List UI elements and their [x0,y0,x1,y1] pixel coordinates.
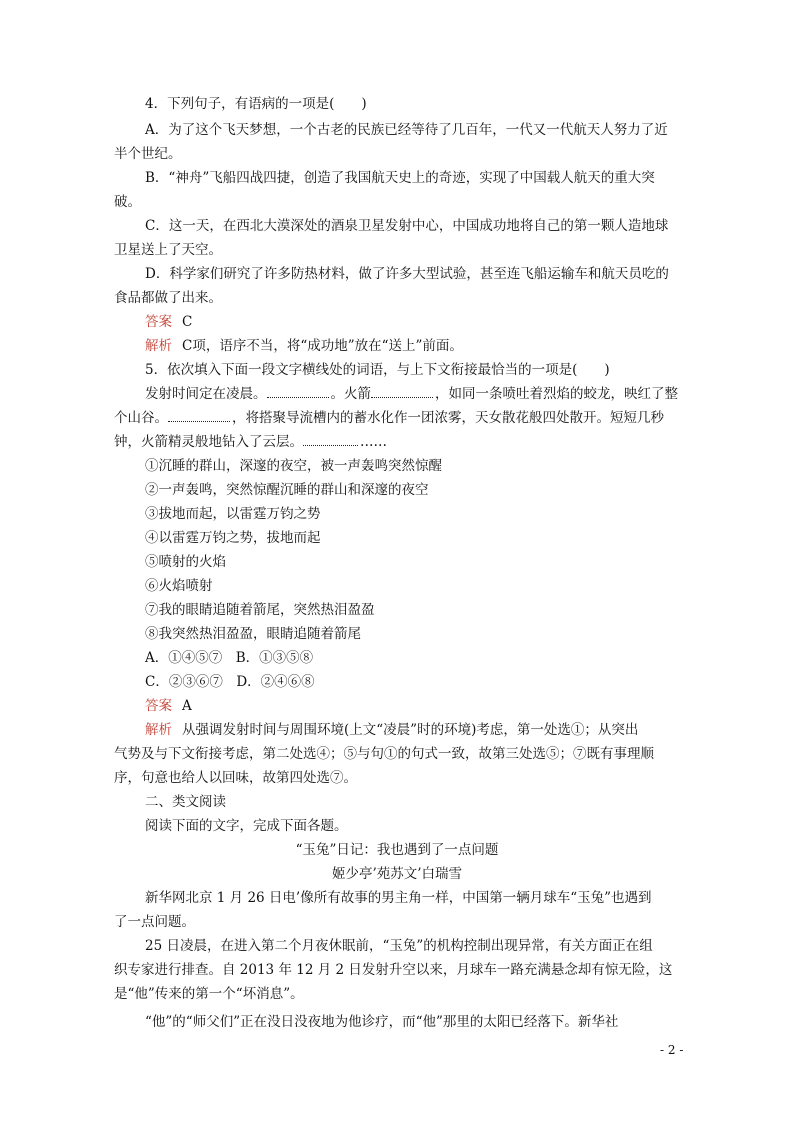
fill-blank-4 [303,432,358,446]
q4-option-b-line1: B．“神舟”飞船四战四捷，创造了我国航天史上的奇迹，实现了中国载人航天的重大突 [145,170,655,186]
q5-option-7: ⑦我的眼睛追随着箭尾，突然热泪盈盈 [145,602,375,618]
q4-option-a-line1: A．为了这个飞天梦想，一个古老的民族已经等待了几百年，一代又一代航天人努力了近 [145,122,668,138]
article-para2-line2: 织专家进行排查。自 2013 年 12 月 2 日发射升空以来，月球车一路充满悬念却有惊无险，这 [114,962,673,978]
q5-choices-ab: A．①④⑤⑦ B．①③⑤⑧ [145,650,314,666]
article-para1-line2: 了一点问题。 [114,914,195,930]
q4-option-d-line1: D．科学家们研究了许多防热材料，做了许多大型试验，甚至连飞船运输车和航天员吃的 [145,266,669,282]
q5-option-5: ⑤喷射的火焰 [145,554,226,570]
q4-option-b-line2: 破。 [114,194,141,210]
q5-option-6: ⑥火焰喷射 [145,578,213,594]
q5-choices-cd: C．②③⑥⑦ D．②④⑥⑧ [145,674,315,690]
page-number: - 2 - [660,1043,684,1057]
article-para2-line3: 是“他”传来的第一个“坏消息”。 [114,986,304,1002]
article-authors: 姬少亭’苑苏文’白瑞雪 [331,866,463,882]
analysis-label: 解析 [145,722,172,738]
article-para3-line1: “他”的“师父们”正在没日没夜地为他诊疗，而“他”那里的太阳已经落下。新华社 [145,1014,619,1030]
q5-option-2: ②一声轰鸣，突然惊醒沉睡的群山和深邃的夜空 [145,482,429,498]
analysis-text: C项，语序不当，将“成功地”放在“送上”前面。 [182,338,463,354]
passage-text: 。火箭 [330,386,371,402]
q4-option-a-line2: 半个世纪。 [114,146,182,162]
answer-value: C [182,314,193,330]
passage-text: ，如同一条喷吐着烈焰的蛟龙，映红了整 [435,386,678,402]
q5-analysis-line1 [145,720,638,740]
passage-text: 发射时间定在凌晨。 [145,386,267,402]
passage-text: 钟，火箭精灵般地钻入了云层。 [114,434,303,450]
q5-passage-line1 [145,384,678,404]
answer-label: 答案 [145,314,172,330]
q5-option-4: ④以雷霆万钧之势，拔地而起 [145,530,321,546]
q5-option-3: ③拔地而起，以雷霆万钧之势 [145,506,321,522]
section-instruction: 阅读下面的文字，完成下面各题。 [145,818,348,834]
q4-stem: 4．下列句子，有语病的一项是( ) [145,96,367,112]
analysis-label: 解析 [145,338,172,354]
fill-blank-2 [371,384,433,398]
q5-stem: 5．依次填入下面一段文字横线处的词语，与上下文衔接最恰当的一项是( ) [145,362,610,378]
fill-blank-3 [168,408,230,422]
q5-analysis-line3: 序，句意也给人以回味，故第四处选⑦。 [114,770,357,786]
article-para1-line1: 新华网北京 1 月 26 日电’像所有故事的男主角一样，中国第一辆月球车“玉兔”也遇到 [145,890,652,906]
q4-option-d-line2: 食品都做了出来。 [114,290,222,306]
passage-text: 个山谷。 [114,410,168,426]
fill-blank-1 [267,384,329,398]
article-title: “玉兔”日记：我也遇到了一点问题 [295,842,499,858]
article-para2-line1: 25 日凌晨，在进入第二个月夜休眠前，“玉兔”的机构控制出现异常，有关方面正在组 [145,938,653,954]
q5-passage-line2 [114,408,664,428]
passage-text: …… [360,434,387,450]
q5-answer [145,696,192,716]
q5-option-8: ⑧我突然热泪盈盈，眼睛追随着箭尾 [145,626,361,642]
q5-analysis-line2: 气势及与下文衔接考虑，第二处选④；⑤与句①的句式一致，故第三处选⑤；⑦既有事理顺 [114,746,654,762]
analysis-text: 从强调发射时间与周围环境(上文“凌晨”时的环境)考虑，第一处选①；从突出 [182,722,639,738]
q4-analysis [145,336,463,356]
q5-passage-line3 [114,432,387,452]
answer-value: A [182,698,192,714]
q4-answer [145,312,192,332]
section-heading: 二、类文阅读 [145,794,226,810]
q4-option-c-line1: C．这一天，在西北大漠深处的酒泉卫星发射中心，中国成功地将自己的第一颗人造地球 [145,218,669,234]
q5-option-1: ①沉睡的群山，深邃的夜空，被一声轰鸣突然惊醒 [145,458,442,474]
q4-option-c-line2: 卫星送上了天空。 [114,242,222,258]
passage-text: ，将搭聚导流槽内的蓄水化作一团浓雾，天女散花般四处散开。短短几秒 [232,410,664,426]
answer-label: 答案 [145,698,172,714]
